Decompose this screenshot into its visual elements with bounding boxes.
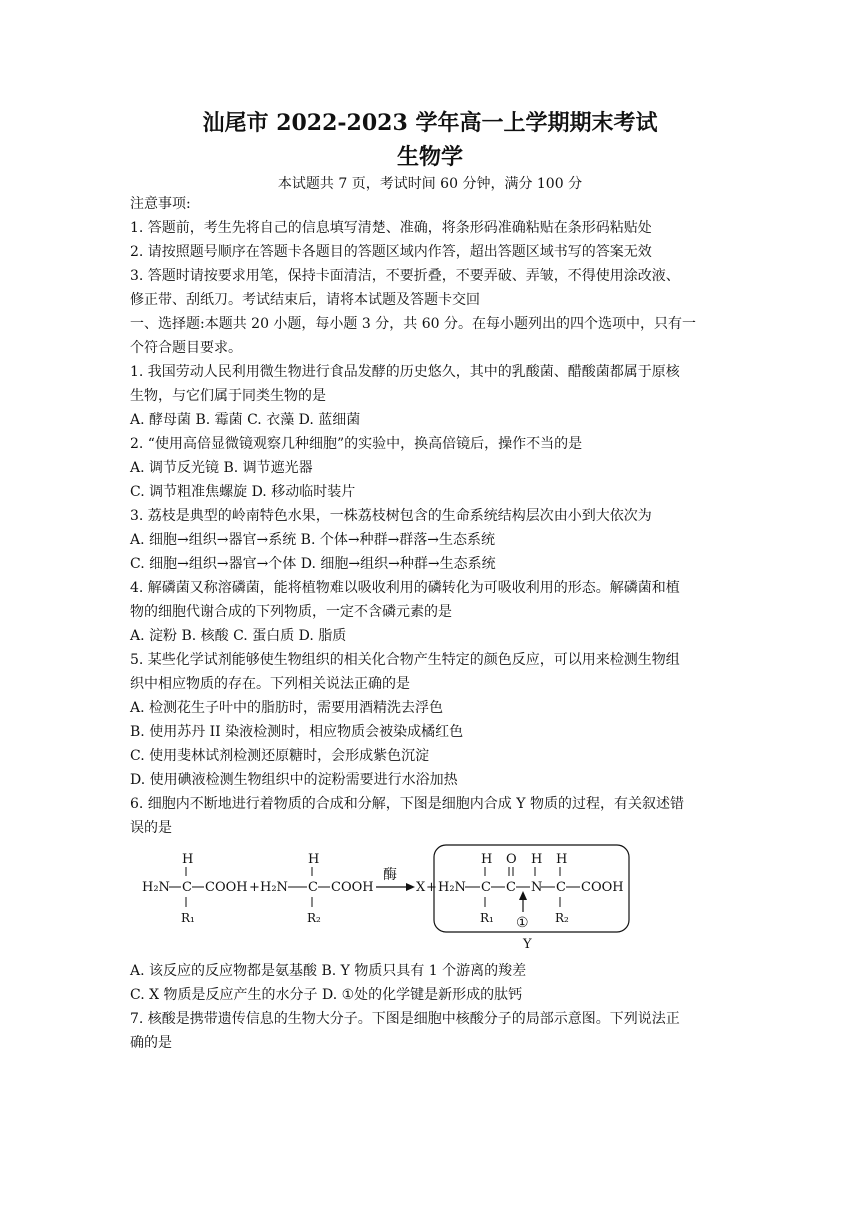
formula-atom: H: [182, 852, 194, 867]
question-options: C. 使用斐林试剂检测还原糖时，会形成紫色沉淀: [130, 748, 430, 764]
reaction-arrow-icon: [406, 883, 415, 891]
formula-group: H₂N: [438, 880, 466, 895]
question-text: 确的是: [130, 1035, 172, 1051]
question-text: 5. 某些化学试剂能够使生物组织的相关化合物产生特定的颜色反应，可以用来检测生物组: [130, 652, 680, 668]
formula-plus: +: [249, 880, 260, 895]
formula-atom: H: [481, 852, 493, 867]
question-options: A. 细胞→组织→器官→系统 B. 个体→种群→群落→生态系统: [130, 532, 496, 548]
question-text: 物的细胞代谢合成的下列物质，一定不含磷元素的是: [130, 604, 452, 620]
question-options: A. 淀粉 B. 核酸 C. 蛋白质 D. 脂质: [130, 628, 347, 644]
exam-subject: 生物学: [396, 144, 463, 170]
question-options: C. 细胞→组织→器官→个体 D. 细胞→组织→种群→生态系统: [130, 556, 496, 572]
question-text: 7. 核酸是携带遗传信息的生物大分子。下图是细胞中核酸分子的局部示意图。下列说法正: [130, 1011, 680, 1027]
formula-group: COOH: [581, 880, 624, 895]
formula-atom: H: [531, 852, 543, 867]
formula-atom: C: [506, 880, 516, 895]
section-heading: 个符合题目要求。: [130, 340, 242, 356]
question-text: 6. 细胞内不断地进行着物质的合成和分解，下图是细胞内合成 Y 物质的过程，有关叙述错: [130, 796, 684, 812]
question-text: 1. 我国劳动人民利用微生物进行食品发酵的历史悠久，其中的乳酸菌、醋酸菌都属于原核: [130, 364, 680, 380]
formula-group: R₂: [555, 911, 569, 925]
formula-atom: H: [556, 852, 568, 867]
product-y-label: Y: [523, 937, 532, 952]
formula-group: H₂N: [260, 880, 288, 895]
formula-group: R₁: [480, 911, 494, 925]
formula-group: R₂: [307, 911, 321, 925]
formula-atom: C: [182, 880, 192, 895]
formula-atom: C: [481, 880, 491, 895]
formula-atom: O: [506, 852, 517, 867]
question-options: A. 酵母菌 B. 霉菌 C. 衣藻 D. 蓝细菌: [130, 412, 361, 428]
question-options: A. 该反应的反应物都是氨基酸 B. Y 物质只具有 1 个游离的羧差: [130, 963, 527, 979]
question-options: B. 使用苏丹 II 染液检测时，相应物质会被染成橘红色: [130, 724, 464, 740]
formula-group: R₁: [181, 911, 195, 925]
formula-atom: H: [308, 852, 320, 867]
enzyme-label: 酶: [383, 867, 397, 883]
formula-plus: +: [426, 880, 437, 895]
notice-heading: 注意事项:: [130, 196, 191, 212]
notice-item: 3. 答题时请按要求用笔，保持卡面清洁，不要折叠，不要弄破、弄皱，不得使用涂改液、: [130, 268, 680, 284]
exam-info: 本试题共 7 页，考试时间 60 分钟，满分 100 分: [277, 176, 583, 192]
question-text: 4. 解磷菌又称溶磷菌，能将植物难以吸收利用的磷转化为可吸收利用的形态。解磷菌和植: [130, 580, 680, 596]
notice-item: 修正带、刮纸刀。考试结束后，请将本试题及答题卡交回: [130, 292, 480, 308]
exam-title: 汕尾市 2022-2023 学年高一上学期期末考试: [202, 110, 658, 136]
question-text: 误的是: [130, 820, 172, 836]
question-text: 织中相应物质的存在。下列相关说法正确的是: [130, 676, 410, 692]
question-options: D. 使用碘液检测生物组织中的淀粉需要进行水浴加热: [130, 772, 458, 788]
question-options: A. 调节反光镜 B. 调节遮光器: [130, 460, 313, 476]
bond-arrow-icon: [519, 891, 527, 900]
formula-group: COOH: [331, 880, 374, 895]
formula-atom: C: [556, 880, 566, 895]
section-heading: 一、选择题:本题共 20 小题，每小题 3 分，共 60 分。在每小题列出的四个选项中，只有一: [130, 316, 696, 332]
notice-item: 1. 答题前，考生先将自己的信息填写清楚、准确，将条形码准确粘贴在条形码粘贴处: [130, 220, 652, 236]
question-options: C. X 物质是反应产生的水分子 D. ①处的化学键是新形成的肽钙: [130, 987, 523, 1003]
formula-group: COOH: [205, 880, 248, 895]
formula-atom: C: [308, 880, 318, 895]
notice-item: 2. 请按照题号顺序在答题卡各题目的答题区域内作答，超出答题区域书写的答案无效: [130, 244, 652, 260]
question-options: C. 调节粗准焦螺旋 D. 移动临时装片: [130, 484, 356, 500]
bond-marker: ①: [516, 915, 529, 931]
formula-atom: N: [531, 880, 543, 895]
dipeptide-synthesis-diagram: [136, 842, 636, 954]
question-text: 3. 荔枝是典型的岭南特色水果，一株荔枝树包含的生命系统结构层次由小到大依次为: [130, 508, 652, 524]
question-options: A. 检测花生子叶中的脂肪时，需要用酒精洗去浮色: [130, 700, 444, 716]
product-x: X: [416, 880, 426, 895]
formula-group: H₂N: [142, 880, 170, 895]
question-text: 2. “使用高倍显微镜观察几种细胞”的实验中，换高倍镜后，操作不当的是: [130, 436, 583, 452]
question-text: 生物，与它们属于同类生物的是: [130, 388, 326, 404]
